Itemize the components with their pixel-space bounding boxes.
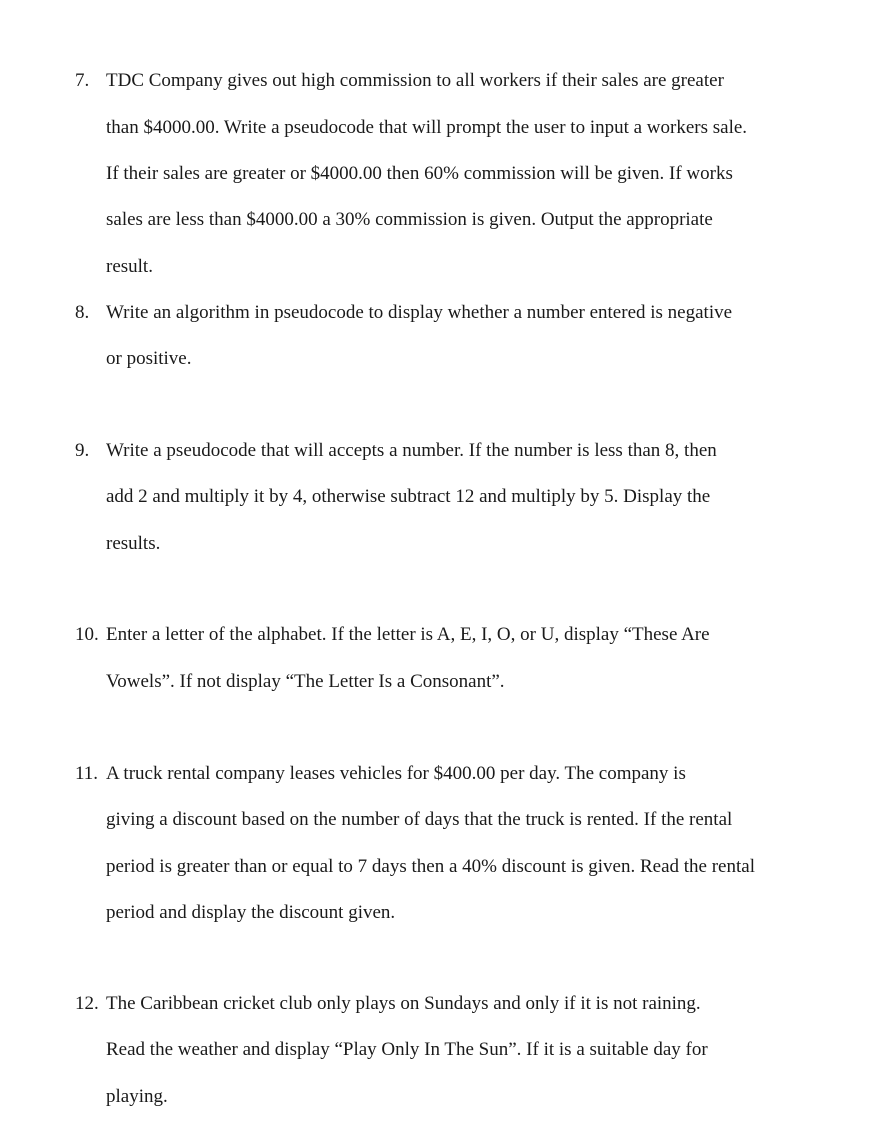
question-line: or positive.	[106, 348, 192, 369]
question-line: period and display the discount given.	[106, 902, 396, 923]
question-line: giving a discount based on the number of days that the truck is rented. If the rental	[106, 809, 733, 830]
question-line: result.	[106, 256, 153, 277]
question-line: Write a pseudocode that will accepts a number. If the number is less than 8, then	[106, 440, 717, 461]
question-line: Read the weather and display “Play Only In The Sun”. If it is a suitable day for	[106, 1039, 708, 1060]
question-line: results.	[106, 533, 161, 554]
question-line: Enter a letter of the alphabet. If the letter is A, E, I, O, or U, display “These Are	[106, 624, 710, 645]
question-line: sales are less than $4000.00 a 30% commission is given. Output the appropriate	[106, 209, 713, 230]
question-line: A truck rental company leases vehicles for $400.00 per day. The company is	[106, 763, 686, 784]
question-line: If their sales are greater or $4000.00 then 60% commission will be given. If works	[106, 163, 733, 184]
question-number: 10.	[75, 624, 99, 645]
question-line: The Caribbean cricket club only plays on Sundays and only if it is not raining.	[106, 993, 701, 1014]
question-line: period is greater than or equal to 7 days then a 40% discount is given. Read the rental	[106, 856, 755, 877]
question-line: Write an algorithm in pseudocode to display whether a number entered is negative	[106, 302, 733, 323]
question-line: playing.	[106, 1086, 168, 1107]
question-number: 9.	[75, 440, 90, 461]
question-number: 7.	[75, 70, 90, 91]
question-number: 11.	[75, 763, 99, 784]
question-number: 12.	[75, 993, 99, 1014]
question-line: TDC Company gives out high commission to all workers if their sales are greater	[106, 70, 724, 91]
question-number: 8.	[75, 302, 90, 323]
question-line: than $4000.00. Write a pseudocode that will prompt the user to input a workers sale.	[106, 117, 748, 138]
question-line: add 2 and multiply it by 4, otherwise subtract 12 and multiply by 5. Display the	[106, 486, 711, 507]
question-line: Vowels”. If not display “The Letter Is a Consonant”.	[106, 671, 505, 692]
